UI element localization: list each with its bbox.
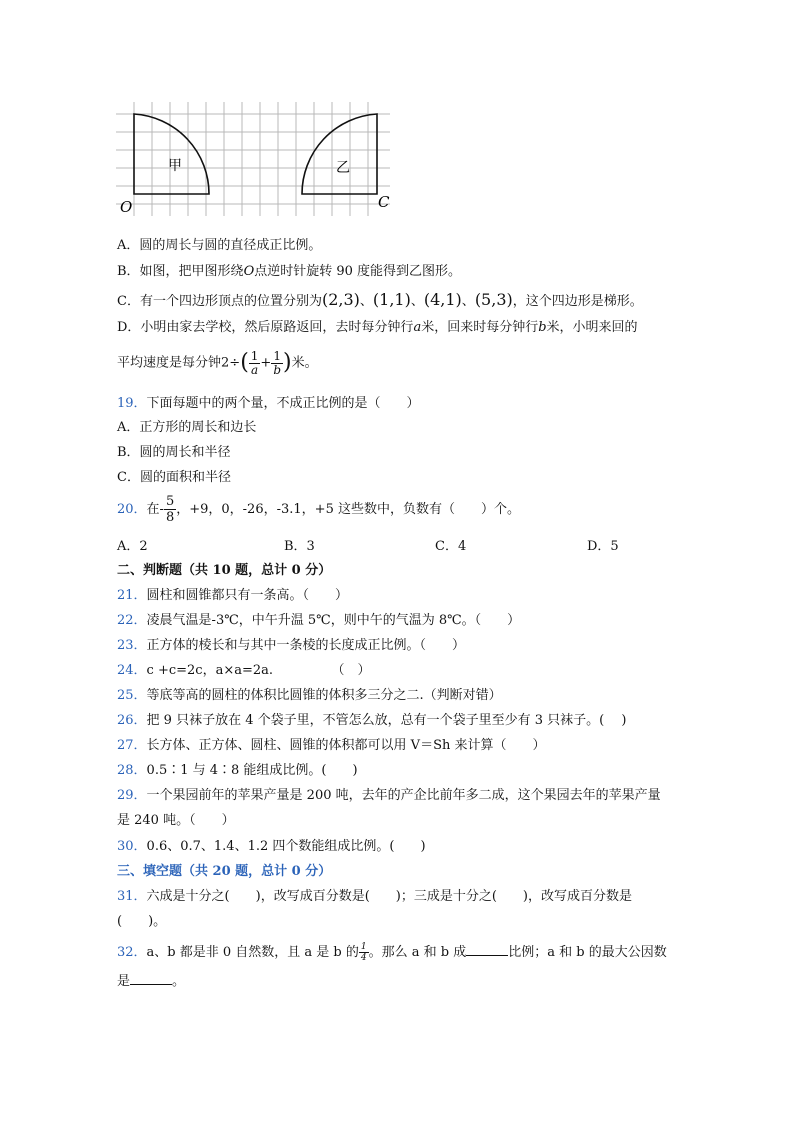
q19-option-c: C．圆的面积和半径 bbox=[117, 470, 231, 485]
judge-item: 27．长方体、正方体、圆柱、圆锥的体积都可以用 V＝Sh 来计算（ ） bbox=[117, 738, 546, 753]
fraction-1-over-b: $\frac{1}{b}$ bbox=[273, 348, 282, 377]
q19-stem: 19．下面每题中的两个量，不成正比例的是（ ） bbox=[117, 396, 420, 411]
label-c: C bbox=[378, 193, 390, 211]
fraction-5-over-8: $\frac{5}{8}$ bbox=[165, 494, 175, 525]
q18-option-d: D．小明由家去学校，然后原路返回，去时每分钟行a米，回来时每分钟行b米，小明来回的 bbox=[117, 320, 638, 335]
q32-stem: 32．a、b 都是非 0 自然数，且 a 是 b 的 $\frac{1}{4}$ 。那么 a 和 b 成 比例；a 和 b 的最大公因数 bbox=[117, 942, 667, 963]
judge-item: 25．等底等高的圆柱的体积比圆锥的体积多三分之二.（判断对错） bbox=[117, 688, 502, 703]
grid-figure bbox=[112, 100, 402, 220]
section-title-judge: 二、判断题（共 10 题，总计 0 分） bbox=[117, 563, 332, 578]
q18-option-a: A．圆的周长与圆的直径成正比例。 bbox=[117, 238, 322, 253]
q19-option-a: A．正方形的周长和边长 bbox=[117, 420, 257, 435]
q31-stem: 31．六成是十分之( )，改写成百分数是( )；三成是十分之( )，改写成百分数是 bbox=[117, 889, 632, 904]
label-o: O bbox=[120, 198, 133, 216]
answer-blank[interactable] bbox=[466, 941, 508, 956]
section-title-fill: 三、填空题（共 20 题，总计 0 分） bbox=[117, 864, 332, 879]
shape-yi bbox=[302, 114, 377, 194]
fraction-1-over-a: $\frac{1}{a}$ bbox=[250, 348, 259, 377]
judge-item: 23．正方体的棱长和与其中一条棱的长度成正比例。（ ） bbox=[117, 638, 466, 653]
q20-option-c: C．4 bbox=[435, 539, 467, 554]
answer-blank[interactable] bbox=[130, 970, 172, 985]
q20-option-b: B．3 bbox=[284, 539, 315, 554]
fraction-1-over-4: $\frac{1}{4}$ bbox=[360, 942, 367, 963]
q20-option-d: D．5 bbox=[587, 539, 619, 554]
judge-item: 28．0.5∶1 与 4∶8 能组成比例。( ) bbox=[117, 763, 358, 778]
q18-option-c: C．有一个四边形顶点的位置分别为(2,3)、(1,1)、(4,1)、(5,3)，这个四边形是梯形。 bbox=[117, 290, 643, 309]
judge-item: 24．c +c=2c，a×a=2a. （ ） bbox=[117, 663, 371, 678]
shape-jia bbox=[134, 114, 209, 194]
q19-option-b: B．圆的周长和半径 bbox=[117, 445, 231, 460]
judge-item: 29．一个果园前年的苹果产量是 200 吨，去年的产企比前年多二成，这个果园去年的苹果产量 bbox=[117, 788, 661, 803]
judge-item: 21．圆柱和圆锥都只有一条高。（ ） bbox=[117, 588, 349, 603]
q18-option-d-line2: 平均速度是每分钟2÷( $\frac{1}{a}$ + $\frac{1}{b}$ )米。 bbox=[117, 348, 318, 377]
label-yi: 乙 bbox=[336, 160, 350, 176]
judge-item: 26．把 9 只袜子放在 4 个袋子里，不管怎么放，总有一个袋子里至少有 3 只袜子。( ) bbox=[117, 713, 627, 728]
q32-stem-line2: 是 。 bbox=[117, 970, 185, 992]
judge-item-continued: 是 240 吨。（ ） bbox=[117, 813, 235, 828]
q20-option-a: A．2 bbox=[117, 539, 148, 554]
q18-option-b: B．如图，把甲图形绕O点逆时针旋转 90 度能得到乙图形。 bbox=[117, 264, 462, 279]
q31-stem-line2: ( )。 bbox=[117, 914, 167, 929]
label-jia: 甲 bbox=[168, 158, 182, 174]
judge-item: 22．凌晨气温是-3℃，中午升温 5℃，则中午的气温为 8℃。（ ） bbox=[117, 613, 521, 628]
q20-stem: 20．在- $\frac{5}{8}$ ，+9，0，-26，-3.1，+5 这些数中，负数有（ ）个。 bbox=[117, 494, 520, 525]
judge-item: 30．0.6、0.7、1.4、1.2 四个数能组成比例。( ) bbox=[117, 839, 426, 854]
